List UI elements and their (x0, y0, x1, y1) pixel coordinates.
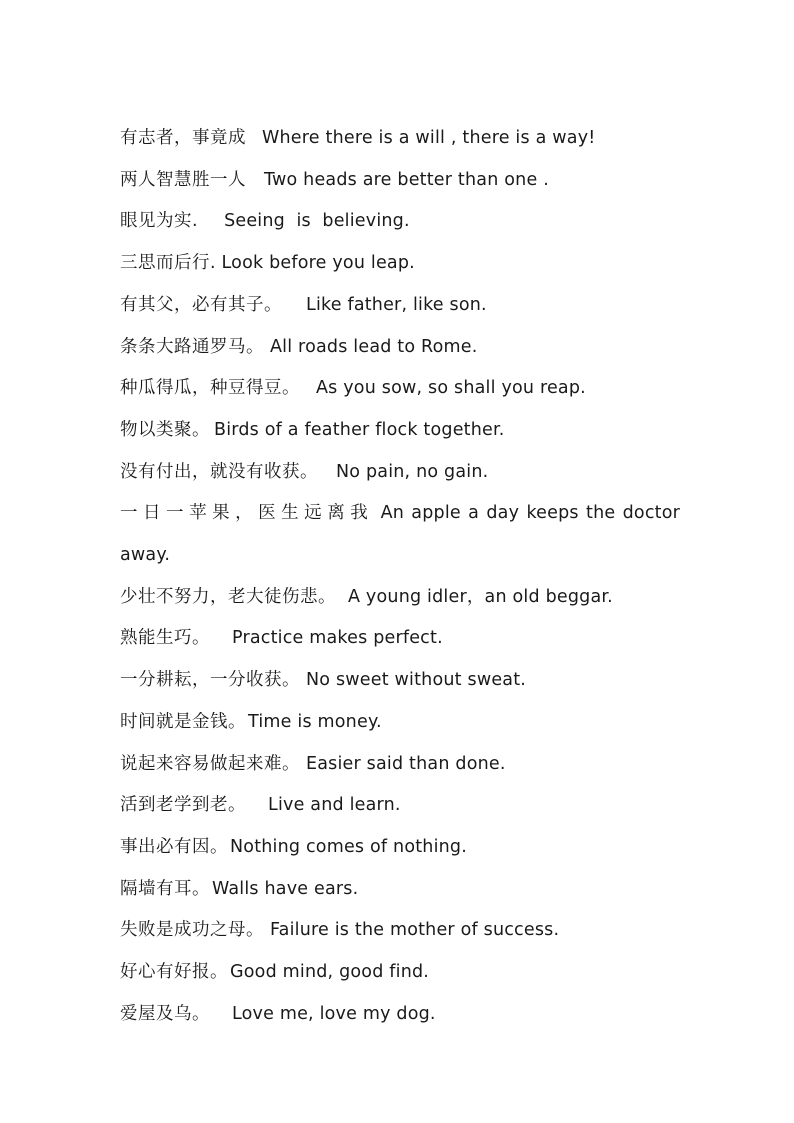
proverb-chinese: 没有付出，就没有收获。 (120, 461, 318, 482)
proverb-chinese: 隔墙有耳。 (120, 878, 210, 899)
proverb-line (120, 785, 680, 827)
proverb-chinese: 活到老学到老。 (120, 795, 246, 816)
proverb-line (120, 910, 680, 952)
proverb-line (120, 577, 680, 619)
proverb-chinese: 有志者，事竟成 (120, 128, 246, 148)
proverb-line (120, 118, 680, 160)
proverb-chinese: 有其父，必有其子。 (120, 294, 282, 315)
proverb-chinese: 眼见为实. (120, 211, 199, 232)
proverb-english: A young idler，an old beggar. (348, 586, 613, 607)
proverb-line (120, 827, 680, 869)
proverb-english: Like father, like son. (306, 294, 487, 315)
proverb-english: Two heads are better than one . (264, 169, 549, 190)
proverb-chinese: 事出必有因。 (120, 836, 228, 857)
proverb-chinese: 三思而后行 (120, 253, 210, 274)
proverb-english: Birds of a feather flock together. (214, 419, 505, 440)
proverb-line (120, 160, 680, 202)
proverb-english: Easier said than done. (306, 753, 506, 774)
proverb-chinese: 失败是成功之母。 (120, 920, 264, 941)
proverb-line (120, 285, 680, 327)
proverb-chinese: 物以类聚。 (120, 419, 210, 440)
proverb-english: Where there is a will , there is a way! (262, 128, 596, 148)
proverb-chinese: 少壮不努力，老大徒伤悲。 (120, 586, 336, 607)
proverb-line (120, 994, 680, 1036)
proverb-chinese: 种瓜得瓜，种豆得豆。 (120, 378, 300, 399)
proverb-line (120, 243, 680, 285)
proverb-chinese: 两人智慧胜一人 (120, 169, 246, 190)
proverb-chinese: 一分耕耘，一分收获。 (120, 670, 300, 691)
proverb-english: Love me, love my dog. (232, 1003, 436, 1024)
proverb-line (120, 952, 680, 994)
proverb-line (120, 201, 680, 243)
proverb-english: Seeing is believing. (224, 211, 410, 232)
proverb-english: An apple a day keeps the doctor away. (120, 503, 681, 566)
proverb-chinese: 一日一苹果，医生远离我 (120, 503, 374, 524)
proverb-chinese: 好心有好报。 (120, 962, 228, 983)
proverb-chinese: 熟能生巧。 (120, 628, 210, 649)
proverb-english: Time is money. (248, 711, 382, 732)
proverb-line (120, 660, 680, 702)
proverb-list (120, 118, 680, 1035)
proverb-english: Nothing comes of nothing. (230, 836, 468, 857)
proverb-line (120, 452, 680, 494)
proverb-line (120, 702, 680, 744)
proverb-english: As you sow, so shall you reap. (316, 378, 586, 399)
proverb-english: All roads lead to Rome. (270, 336, 478, 357)
proverb-chinese: 时间就是金钱。 (120, 711, 246, 732)
proverb-line (120, 493, 680, 576)
proverb-chinese: 爱屋及乌。 (120, 1003, 210, 1024)
proverb-english: Walls have ears. (212, 878, 359, 899)
proverb-line (120, 618, 680, 660)
proverb-english: . Look before you leap. (210, 253, 415, 274)
proverb-line (120, 869, 680, 911)
proverb-english: No sweet without sweat. (306, 670, 527, 691)
proverb-line (120, 744, 680, 786)
proverb-english: No pain, no gain. (336, 461, 489, 482)
proverb-chinese: 条条大路通罗马。 (120, 336, 264, 357)
proverb-english: Good mind, good find. (230, 962, 430, 983)
proverb-english: Failure is the mother of success. (270, 920, 560, 941)
proverb-line (120, 368, 680, 410)
proverb-line (120, 410, 680, 452)
proverb-line (120, 327, 680, 369)
proverb-chinese: 说起来容易做起来难。 (120, 753, 300, 774)
proverb-english: Live and learn. (268, 795, 401, 816)
proverb-english: Practice makes perfect. (232, 628, 443, 649)
